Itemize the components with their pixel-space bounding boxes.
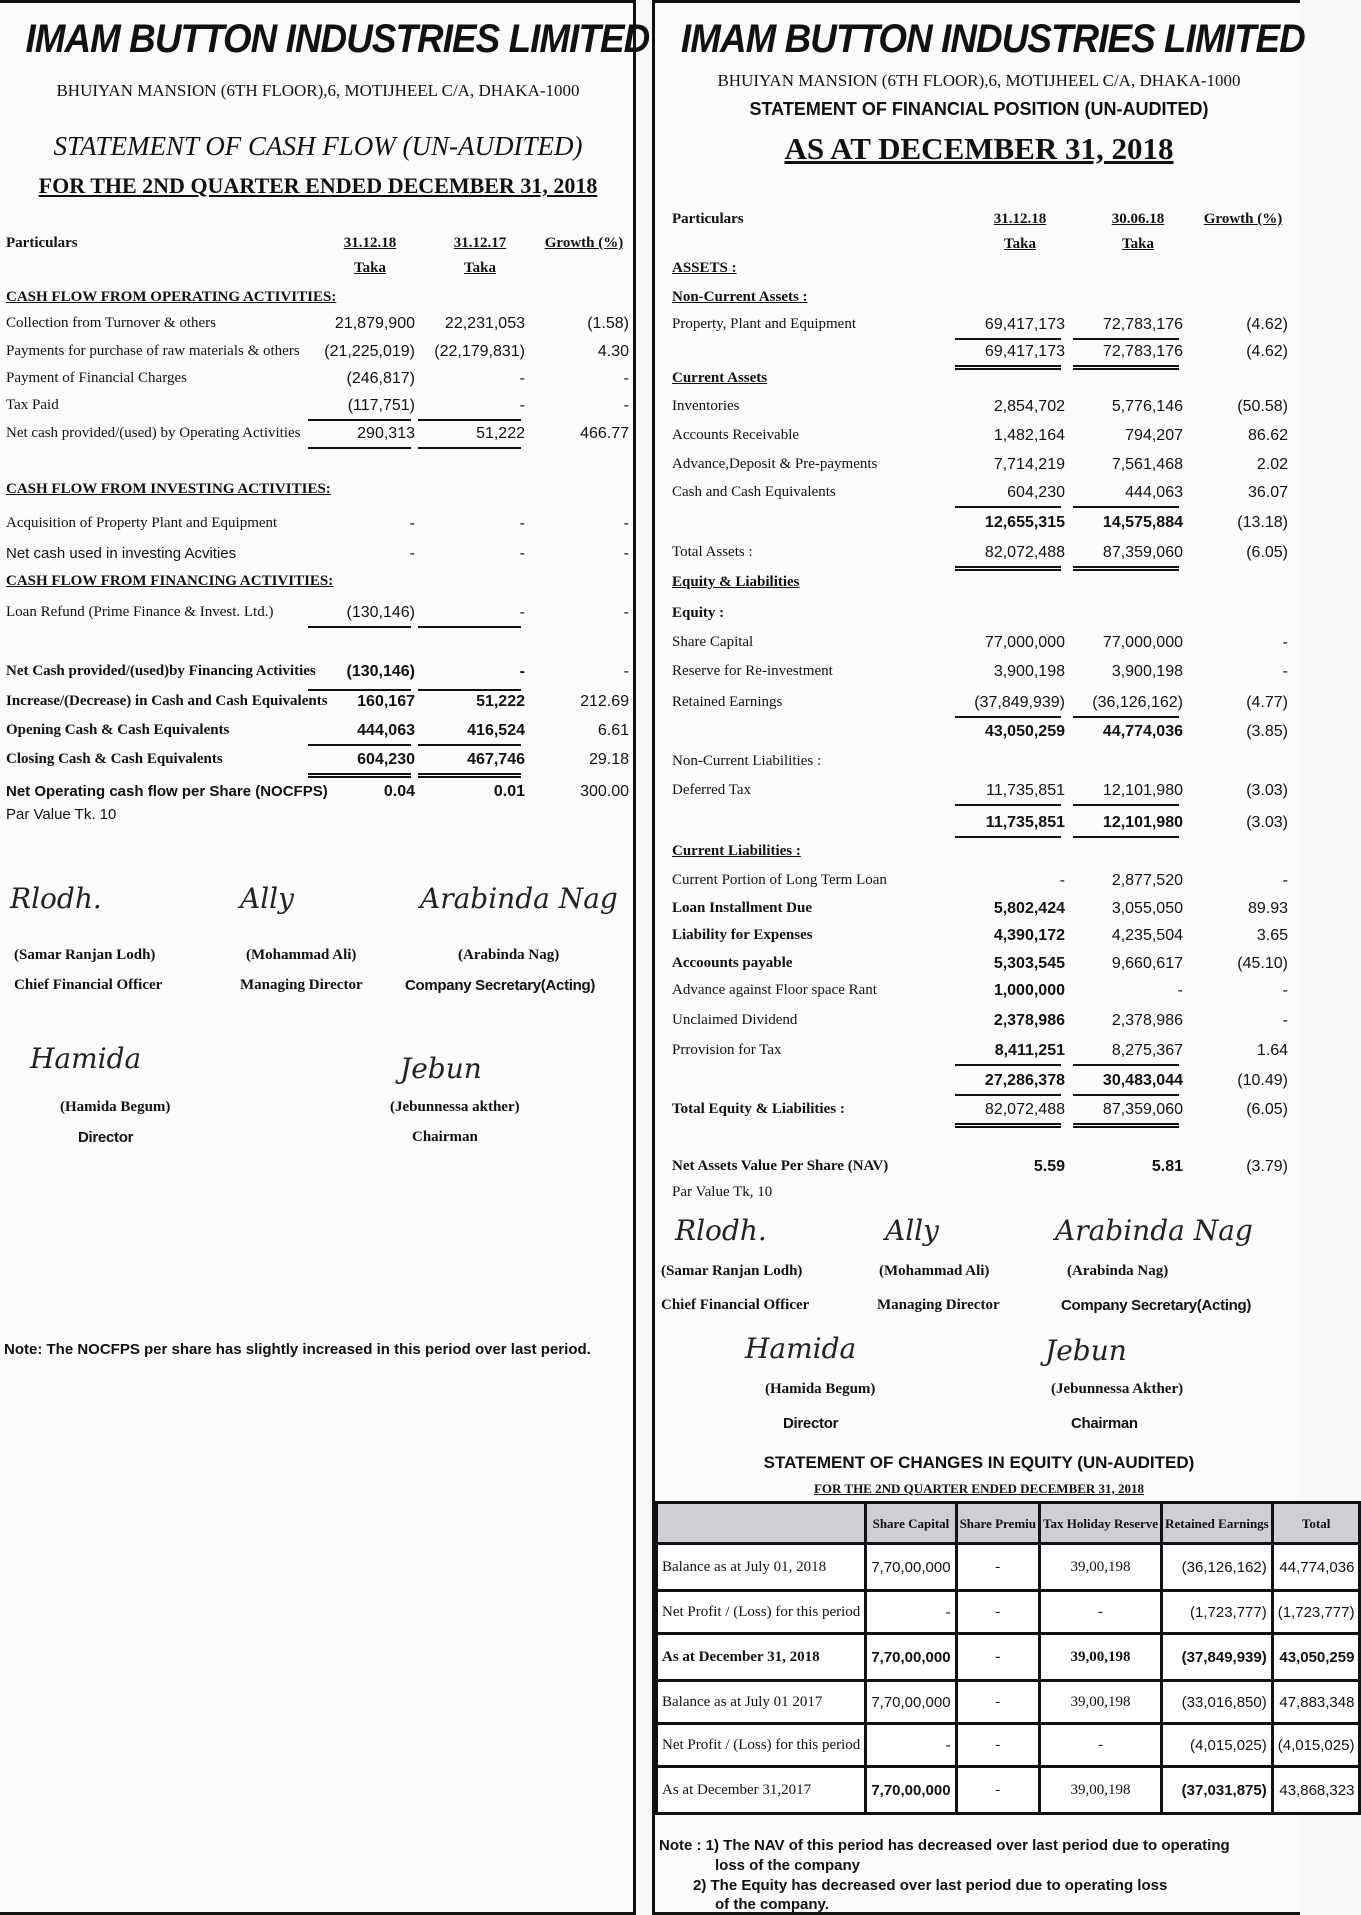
row-value: 0.01: [493, 783, 525, 800]
row-value: 72,783,176: [1102, 343, 1183, 360]
equity-table: [655, 1501, 1361, 1815]
row-label: Advance,Deposit & Pre-payments: [672, 456, 878, 472]
row-value: 7,714,219: [993, 456, 1065, 473]
double-rule: [955, 365, 1061, 370]
row-value: (246,817): [346, 370, 415, 387]
row-label: Increase/(Decrease) in Cash and Cash Equivalents: [6, 693, 328, 709]
header-particulars: Particulars: [672, 211, 744, 227]
row-label: ASSETS :: [672, 260, 737, 276]
row-value: 21,879,900: [334, 315, 415, 332]
rule: [418, 689, 521, 691]
signatory-name: (Hamida Begum): [60, 1099, 171, 1115]
equity-row: [658, 1545, 1358, 1589]
row-value: (6.05): [1246, 1101, 1288, 1118]
row-value: (6.05): [1246, 544, 1288, 561]
double-rule: [1073, 365, 1179, 370]
header-col: 31.12.17: [453, 235, 507, 251]
rule: [955, 716, 1061, 718]
rule: [308, 419, 411, 421]
row-value: 0.04: [383, 783, 415, 800]
statement-subtitle: FOR THE 2ND QUARTER ENDED DECEMBER 31, 2018: [38, 173, 598, 198]
row-value: 27,286,378: [984, 1072, 1065, 1089]
signatory-name: (Jebunnessa Akther): [1051, 1381, 1184, 1397]
row-value: 3,900,198: [993, 663, 1065, 680]
equity-cell: 39,00,198: [1041, 1635, 1160, 1679]
row-value: 794,207: [1125, 427, 1183, 444]
signatory-name: (Arabinda Nag): [1067, 1263, 1169, 1279]
row-value: 44,774,036: [1102, 723, 1183, 740]
equity-cell: 39,00,198: [1041, 1682, 1160, 1722]
row-label: Acquisition of Property Plant and Equipment: [6, 515, 278, 531]
row-value: -: [519, 397, 525, 414]
row-label: Equity :: [672, 605, 725, 621]
row-value: 12,101,980: [1102, 814, 1183, 831]
signatory-title: Director: [783, 1415, 839, 1432]
equity-cell: -: [1041, 1725, 1160, 1765]
row-label: Collection from Turnover & others: [6, 315, 216, 331]
row-value: 4.30: [597, 343, 629, 360]
equity-cell: 39,00,198: [1041, 1768, 1160, 1812]
rule: [308, 626, 411, 628]
row-value: 2,378,986: [1111, 1012, 1183, 1029]
row-label: Cash and Cash Equivalents: [672, 484, 836, 500]
signature-image: Arabinda Nag: [1055, 1214, 1253, 1247]
signatory-name: (Hamida Begum): [765, 1381, 876, 1397]
row-value: 604,230: [1007, 484, 1065, 501]
header-unit: Taka: [1004, 236, 1036, 252]
equity-row-label: Balance as at July 01, 2018: [658, 1545, 864, 1589]
note-line: Note : 1) The NAV of this period has decreased over last period due to operating: [659, 1837, 1230, 1854]
row-value: (36,126,162): [1092, 694, 1183, 711]
row-value: -: [519, 515, 525, 532]
equity-title: STATEMENT OF CHANGES IN EQUITY (UN-AUDITED): [763, 1453, 1195, 1472]
double-rule: [955, 1123, 1061, 1128]
rule: [418, 419, 521, 421]
header-unit: Taka: [1122, 236, 1154, 252]
rule: [418, 447, 521, 449]
equity-subtitle: FOR THE 2ND QUARTER ENDED DECEMBER 31, 2018: [813, 1481, 1145, 1496]
row-value: 29.18: [588, 751, 629, 768]
equity-row-label: Net Profit / (Loss) for this period: [658, 1725, 864, 1765]
double-rule: [1073, 566, 1179, 571]
row-value: 3.65: [1256, 927, 1288, 944]
row-value: 69,417,173: [984, 343, 1065, 360]
row-value: -: [519, 545, 525, 562]
row-value: 4,390,172: [993, 927, 1065, 944]
row-value: -: [409, 545, 415, 562]
row-label: Current Liabilities :: [672, 843, 801, 859]
row-value: 30,483,044: [1102, 1072, 1183, 1089]
row-label: Reserve for Re-investment: [672, 663, 833, 679]
row-label: CASH FLOW FROM FINANCING ACTIVITIES:: [6, 573, 334, 589]
signatory-name: (Arabinda Nag): [458, 947, 560, 963]
equity-column-header: Retained Earnings: [1163, 1504, 1271, 1542]
row-value: -: [623, 663, 629, 680]
row-value: 89.93: [1247, 900, 1288, 917]
row-label: Net Cash provided/(used)by Financing Activities: [6, 663, 316, 679]
row-label: Payments for purchase of raw materials & others: [6, 343, 300, 359]
row-value: 444,063: [357, 722, 415, 739]
row-label: Non-Current Liabilities :: [672, 753, 822, 769]
row-value: 12,101,980: [1102, 782, 1183, 799]
row-value: 5,303,545: [993, 955, 1065, 972]
row-value: 87,359,060: [1102, 544, 1183, 561]
equity-cell: 7,70,00,000: [867, 1682, 954, 1722]
row-value: 8,275,367: [1111, 1042, 1183, 1059]
row-label: Total Assets :: [672, 544, 753, 560]
row-value: 7,561,468: [1111, 456, 1183, 473]
row-value: -: [623, 515, 629, 532]
row-label: Prrovision for Tax: [672, 1042, 782, 1058]
equity-cell: -: [958, 1635, 1038, 1679]
signatory-title: Managing Director: [240, 977, 363, 993]
cash-flow-panel: [0, 0, 650, 1915]
double-rule: [308, 773, 411, 778]
row-value: (21,225,019): [324, 343, 415, 360]
row-value: 416,524: [467, 722, 525, 739]
equity-cell: (1,723,777): [1163, 1592, 1271, 1632]
company-name: IMAM BUTTON INDUSTRIES LIMITED: [25, 17, 650, 61]
row-label: Net cash provided/(used) by Operating Activities: [6, 425, 301, 441]
row-value: 82,072,488: [984, 1101, 1065, 1118]
equity-cell: (4,015,025): [1163, 1725, 1271, 1765]
signature-image: Rlodh.: [675, 1214, 767, 1247]
row-value: 2,854,702: [993, 398, 1065, 415]
row-value: -: [1282, 663, 1288, 680]
double-rule: [418, 773, 521, 778]
row-value: 77,000,000: [984, 634, 1065, 651]
statement-title: STATEMENT OF CASH FLOW (UN-AUDITED): [53, 131, 583, 161]
row-value: -: [623, 545, 629, 562]
company-address: BHUIYAN MANSION (6TH FLOOR),6, MOTIJHEEL C/A, DHAKA-1000: [56, 81, 580, 100]
header-col: Growth (%): [544, 235, 624, 251]
row-value: 604,230: [357, 751, 415, 768]
row-value: 4,235,504: [1111, 927, 1183, 944]
equity-column-header: Tax Holiday Reserve: [1041, 1504, 1160, 1542]
header-col: 31.12.18: [993, 211, 1047, 227]
row-value: (4.62): [1246, 343, 1288, 360]
company-name: IMAM BUTTON INDUSTRIES LIMITED: [680, 17, 1305, 61]
equity-column-header: Total: [1274, 1504, 1359, 1542]
row-value: -: [1177, 982, 1183, 999]
row-value: -: [1282, 1012, 1288, 1029]
row-value: (45.10): [1237, 955, 1288, 972]
rule: [308, 744, 411, 746]
equity-cell: -: [958, 1682, 1038, 1722]
equity-row: [658, 1768, 1358, 1812]
row-value: 160,167: [357, 693, 415, 710]
header-col: 30.06.18: [1111, 211, 1165, 227]
row-value: 5,776,146: [1111, 398, 1183, 415]
equity-row: [658, 1682, 1358, 1722]
row-label: Liability for Expenses: [672, 927, 813, 943]
row-value: -: [1282, 872, 1288, 889]
row-label: Retained Earnings: [672, 694, 783, 710]
row-value: (130,146): [346, 663, 415, 680]
row-value: 86.62: [1247, 427, 1288, 444]
row-value: (3.85): [1246, 723, 1288, 740]
row-value: 11,735,851: [986, 782, 1065, 799]
row-value: 3,900,198: [1111, 663, 1183, 680]
statement-subtitle: AS AT DECEMBER 31, 2018: [784, 131, 1174, 166]
equity-cell: 43,868,323: [1274, 1768, 1359, 1812]
row-label: Inventories: [672, 398, 740, 414]
note-line: loss of the company: [715, 1857, 861, 1874]
signatory-title: Company Secretary(Acting): [405, 977, 596, 994]
row-value: 51,222: [476, 425, 525, 442]
row-label: Total Equity & Liabilities :: [672, 1101, 845, 1117]
equity-header-row: [658, 1504, 1358, 1542]
signatory-name: (Samar Ranjan Lodh): [14, 947, 156, 963]
signature-image: Ally: [240, 882, 294, 915]
financial-position-panel: [652, 0, 1355, 1915]
row-value: 2,378,986: [993, 1012, 1065, 1029]
equity-cell: 44,774,036: [1274, 1545, 1359, 1589]
signature-image: Jebun: [400, 1052, 482, 1085]
equity-table-wrap: [655, 1501, 1355, 1815]
equity-cell: 47,883,348: [1274, 1682, 1359, 1722]
equity-cell: 7,70,00,000: [867, 1545, 954, 1589]
row-value: 12,655,315: [984, 514, 1065, 531]
equity-cell: (33,016,850): [1163, 1682, 1271, 1722]
row-value: (13.18): [1237, 514, 1288, 531]
row-value: 467,746: [467, 751, 525, 768]
row-value: -: [519, 663, 525, 680]
equity-column-header: Share Premiu: [958, 1504, 1038, 1542]
row-value: 77,000,000: [1102, 634, 1183, 651]
row-value: (4.62): [1246, 316, 1288, 333]
row-label: Current Assets: [672, 370, 768, 386]
row-value: 43,050,259: [984, 723, 1065, 740]
equity-row-label: As at December 31,2017: [658, 1768, 864, 1812]
equity-cell: (37,031,875): [1163, 1768, 1271, 1812]
equity-cell: (36,126,162): [1163, 1545, 1271, 1589]
rule: [955, 836, 1061, 838]
row-value: -: [1282, 982, 1288, 999]
row-value: -: [1282, 634, 1288, 651]
signatory-title: Chairman: [1071, 1415, 1138, 1432]
equity-cell: -: [958, 1725, 1038, 1765]
double-rule: [955, 566, 1061, 571]
equity-row-label: As at December 31, 2018: [658, 1635, 864, 1679]
row-value: (130,146): [346, 604, 415, 621]
row-value: 1,000,000: [993, 982, 1065, 999]
row-value: -: [409, 515, 415, 532]
equity-cell: 7,70,00,000: [867, 1635, 954, 1679]
row-value: 11,735,851: [985, 814, 1065, 831]
row-value: (37,849,939): [974, 694, 1065, 711]
signature-image: Ally: [885, 1214, 939, 1247]
row-value: 2,877,520: [1111, 872, 1183, 889]
row-value: (3.79): [1246, 1158, 1288, 1175]
row-value: 82,072,488: [984, 544, 1065, 561]
row-label: Payment of Financial Charges: [6, 370, 187, 386]
rule: [955, 804, 1061, 806]
row-value: 87,359,060: [1102, 1101, 1183, 1118]
equity-row-label: Balance as at July 01 2017: [658, 1682, 864, 1722]
equity-cell: (37,849,939): [1163, 1635, 1271, 1679]
rule: [955, 1064, 1061, 1066]
row-label: Par Value Tk, 10: [672, 1184, 773, 1200]
signatory-title: Managing Director: [877, 1297, 1000, 1313]
equity-cell: -: [958, 1768, 1038, 1812]
row-value: 14,575,884: [1102, 514, 1183, 531]
equity-cell: (1,723,777): [1274, 1592, 1359, 1632]
row-label: Property, Plant and Equipment: [672, 316, 856, 332]
row-label: Net Assets Value Per Share (NAV): [672, 1158, 889, 1174]
row-label: Par Value Tk. 10: [6, 806, 117, 823]
rule: [1073, 1094, 1179, 1096]
row-value: (4.77): [1246, 694, 1288, 711]
row-label: Advance against Floor space Rant: [672, 982, 877, 998]
row-value: (3.03): [1246, 814, 1288, 831]
statement-title: STATEMENT OF FINANCIAL POSITION (UN-AUDITED): [749, 99, 1209, 119]
row-label: CASH FLOW FROM INVESTING ACTIVITIES:: [6, 481, 331, 497]
equity-column-header: Share Capital: [867, 1504, 954, 1542]
row-value: 2.02: [1256, 456, 1288, 473]
row-value: (50.58): [1237, 398, 1288, 415]
row-value: 300.00: [580, 783, 629, 800]
rule: [418, 626, 521, 628]
row-value: 212.69: [580, 693, 629, 710]
row-label: Net Operating cash flow per Share (NOCFPS): [6, 783, 328, 800]
equity-cell: 39,00,198: [1041, 1545, 1160, 1589]
signature-image: Hamida: [745, 1332, 857, 1365]
signature-image: Rlodh.: [10, 882, 102, 915]
rule: [1073, 506, 1179, 508]
signatory-title: Chief Financial Officer: [661, 1297, 810, 1313]
row-value: 36.07: [1247, 484, 1288, 501]
equity-cell: -: [867, 1592, 954, 1632]
note-line: of the company.: [715, 1896, 829, 1913]
equity-cell: 7,70,00,000: [867, 1768, 954, 1812]
rule: [1073, 836, 1179, 838]
row-value: 5.59: [1033, 1158, 1065, 1175]
rule: [955, 506, 1061, 508]
header-col: Growth (%): [1203, 211, 1283, 227]
row-label: Tax Paid: [6, 397, 59, 413]
equity-cell: -: [958, 1592, 1038, 1632]
row-value: 1,482,164: [993, 427, 1065, 444]
row-label: Share Capital: [672, 634, 754, 650]
rule: [955, 338, 1061, 340]
row-value: -: [623, 604, 629, 621]
row-value: (22,179,831): [434, 343, 525, 360]
row-label: Non-Current Assets :: [672, 289, 808, 305]
row-value: 69,417,173: [984, 316, 1065, 333]
signature-image: Hamida: [30, 1042, 142, 1075]
row-value: 5,802,424: [993, 900, 1065, 917]
row-label: Accoounts payable: [672, 955, 793, 971]
header-unit: Taka: [464, 260, 496, 276]
rule: [1073, 1064, 1179, 1066]
row-label: Accounts Receivable: [672, 427, 800, 443]
signatory-name: (Mohammad Ali): [246, 947, 357, 963]
signatory-title: Company Secretary(Acting): [1061, 1297, 1252, 1314]
note: Note: The NOCFPS per share has slightly increased in this period over last period.: [4, 1341, 591, 1358]
equity-cell: -: [1041, 1592, 1160, 1632]
row-value: 8,411,251: [994, 1042, 1065, 1059]
rule: [308, 689, 411, 691]
row-value: 444,063: [1125, 484, 1183, 501]
double-rule: [1073, 1123, 1179, 1128]
equity-row: [658, 1725, 1358, 1765]
row-value: 72,783,176: [1102, 316, 1183, 333]
row-value: 290,313: [357, 425, 415, 442]
signatory-title: Chairman: [412, 1129, 478, 1145]
row-label: Equity & Liabilities: [672, 574, 800, 590]
row-value: 9,660,617: [1111, 955, 1183, 972]
row-value: -: [1059, 872, 1065, 889]
row-value: 1.64: [1256, 1042, 1288, 1059]
equity-cell: 43,050,259: [1274, 1635, 1359, 1679]
row-label: Current Portion of Long Term Loan: [672, 872, 887, 888]
row-value: 3,055,050: [1111, 900, 1183, 917]
rule: [1073, 804, 1179, 806]
header-col: 31.12.18: [343, 235, 397, 251]
signatory-name: (Jebunnessa akther): [390, 1099, 520, 1115]
row-value: -: [623, 397, 629, 414]
row-label: Deferred Tax: [672, 782, 752, 798]
signatory-name: (Samar Ranjan Lodh): [661, 1263, 803, 1279]
row-value: 6.61: [597, 722, 629, 739]
note-line: 2) The Equity has decreased over last period due to operating loss: [693, 1877, 1168, 1894]
rule: [1073, 716, 1179, 718]
equity-row: [658, 1592, 1358, 1632]
row-label: Loan Installment Due: [672, 900, 813, 916]
company-address: BHUIYAN MANSION (6TH FLOOR),6, MOTIJHEEL C/A, DHAKA-1000: [717, 71, 1241, 90]
row-value: 51,222: [476, 693, 525, 710]
equity-cell: -: [958, 1545, 1038, 1589]
rule: [955, 1094, 1061, 1096]
equity-row: [658, 1635, 1358, 1679]
row-label: Unclaimed Dividend: [672, 1012, 798, 1028]
signature-image: Arabinda Nag: [420, 882, 618, 915]
row-value: -: [519, 370, 525, 387]
rule: [418, 744, 521, 746]
row-label: Opening Cash & Cash Equivalents: [6, 722, 230, 738]
rule: [1073, 338, 1179, 340]
row-label: Net cash used in investing Acvities: [6, 545, 237, 562]
signatory-name: (Mohammad Ali): [879, 1263, 990, 1279]
row-value: 466.77: [580, 425, 629, 442]
row-value: -: [519, 604, 525, 621]
equity-column-header: [658, 1504, 864, 1542]
row-value: (10.49): [1237, 1072, 1288, 1089]
row-value: 5.81: [1151, 1158, 1183, 1175]
signature-image: Jebun: [1045, 1334, 1127, 1367]
row-label: Loan Refund (Prime Finance & Invest. Ltd.): [6, 604, 274, 620]
equity-cell: (4,015,025): [1274, 1725, 1359, 1765]
signatory-title: Chief Financial Officer: [14, 977, 163, 993]
header-particulars: Particulars: [6, 235, 78, 251]
signatory-title: Director: [78, 1129, 134, 1146]
row-value: -: [623, 370, 629, 387]
equity-cell: -: [867, 1725, 954, 1765]
equity-row-label: Net Profit / (Loss) for this period: [658, 1592, 864, 1632]
row-label: Closing Cash & Cash Equivalents: [6, 751, 223, 767]
rule: [308, 447, 411, 449]
header-unit: Taka: [354, 260, 386, 276]
row-value: (1.58): [587, 315, 629, 332]
row-label: CASH FLOW FROM OPERATING ACTIVITIES:: [6, 289, 337, 305]
row-value: 22,231,053: [444, 315, 525, 332]
row-value: (3.03): [1246, 782, 1288, 799]
row-value: (117,751): [347, 397, 415, 414]
